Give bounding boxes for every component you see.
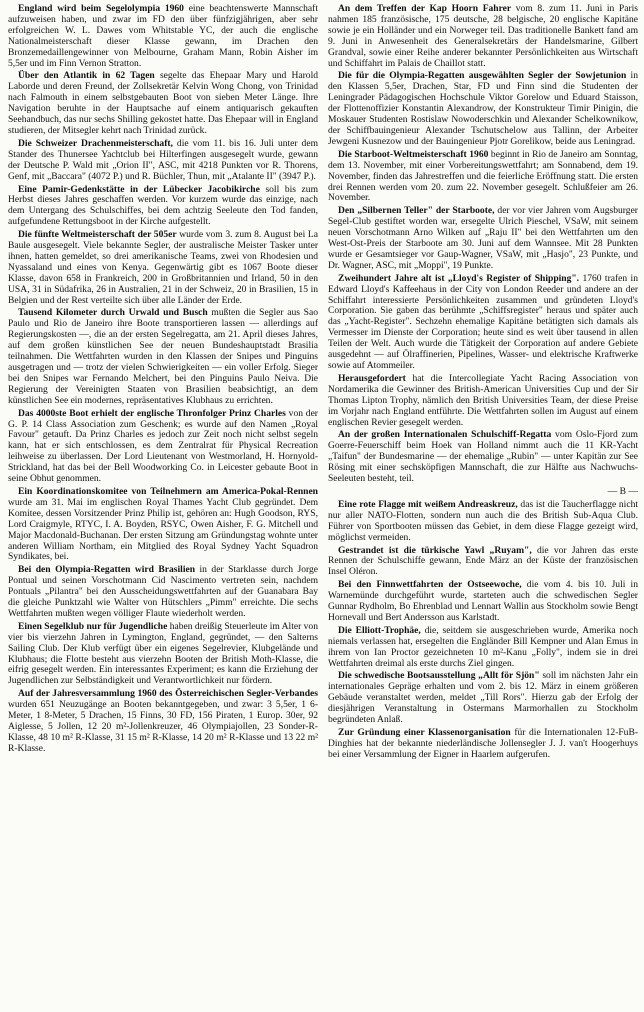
news-item-headline: Bei den Olympia-Regatten wird Brasilien	[18, 564, 196, 576]
news-item-headline: Einen Segelklub nur für Jugendliche	[18, 620, 168, 632]
news-item	[8, 565, 318, 620]
news-item	[8, 308, 318, 406]
news-item	[328, 728, 638, 761]
author-signature: — B —	[607, 485, 638, 497]
news-item	[8, 622, 318, 687]
news-item-headline: An dem Treffen der Kap Hoorn Fahrer	[338, 3, 512, 14]
news-item-body: beginnt in Rio de Janeiro am Sonntag, dem 13. November, mit einer Vorbereitungswettfahrt; am Sonnabend, dem 19. November, finden das Jahrestreffen und die feierliche Eröffnung statt. Die ersten drei Rennen werden vom 20. zum 22. November gesegelt. Schlußfeier am 26. November.	[328, 148, 638, 204]
news-item-headline: Zur Gründung einer Klassenorganisation	[338, 727, 511, 738]
news-item-headline: Auf der Jahresversammlung 1960 des Österreichischen Segler-Verbandes	[18, 688, 318, 700]
news-item	[328, 546, 638, 579]
news-item	[8, 185, 318, 229]
news-item-body: in der Starklasse durch Jorge Pontual und seinen Vorschotmann Cid Nascimento vertreten sein, nachdem Pontuals „Pilantra" bei den Ausscheidungswettfahrten auf der Guanabara Bay die gleiche Punktzahl wie Walter von Hütschlers „Pimm" erreichte. Die sechs Wettfahrten mußten wegen völliger Flaute wiederholt werden.	[8, 564, 318, 619]
news-item-body: die vom 11. bis 16. Juli unter dem Stander des Thunersee Yachtclub bei Hilterfingen ausgesegelt wurde, gewann der Deutsche P. Wald mit „Orion II", ASC, mit 4218 Punkten vor R. Thorens, Genf, mit „Baccara" (4072 P.) und R. Büchler, Thun, mit „Atalante II" (3947 P.).	[8, 137, 318, 182]
news-item-body: der vor vier Jahren vom Augsburger Segel-Club gestiftet worden war, ersegelte Ulrich Pieschel, VSaW, mit seinem neuen Vorschotmann Arno Wilken auf „Raju II" bei den Wettfahrten um den West-Ost-Preis der Starboote am 30. Juni auf dem Wannsee. Mit 28 Punkten wurde er Gesamtsieger vor Gaup-Wagner, VSaW, mit „Hasjo", 23 Punkte, und Dr. Wagner, ASC, mit „Moppi", 19 Punkte.	[328, 205, 638, 271]
news-item-body: hat die Intercollegiate Yacht Racing Association von Nordamerika die Gewinner des British-American Universities Cup und der Sir Thomas Lipton Trophy, nämlich den British Universities Team, der diese Preise im Vorjahr nach England entführte. Die Wettfahrten sollen im August auf einem englischen Revier gesegelt werden.	[328, 372, 638, 428]
news-item-body: wurden 651 Neuzugänge an Booten bekanntgegeben, und zwar: 3 5,5er, 1 6-Meter, 1 8-Meter, 5 Drachen, 15 Finns, 30 FD, 156 Piraten, 1 Europ. 30er, 92 Aiglesse, 5 Jollen, 12 20 m²-Jollenkreuzer, 46 Olympiajollen, 23 Sonder-R-Klasse, 48 10 m² R-Klasse, 31 15 m² R-Klasse, 14 20 m² R-Klasse und 13 22 m² R-Klasse.	[8, 699, 318, 754]
news-item-body: 1760 trafen in Edward Lloyd's Kaffeehaus in der City von London Reeder und andere an der Schiffahrt interessierte Persönlichkeiten zusammen und gründeten Lloyd's Corporation. Sie gaben das berühmte „Schiffsregister" heraus und später auch das „Yacht-Register". Sechzehn ehemalige Kapitäne betätigten sich damals als Vermesser im Dienste der Corporation; heute sind es weit über tausend in allen Teilen der Welt. Auch wurde die Tätigkeit der Corporation auf andere Gebiete ausgedehnt — auf Ölraffinerien, Pipelines, Wasser- und elektrische Kraftwerke sowie auf Atommeiler.	[328, 272, 638, 371]
news-item	[328, 430, 638, 485]
news-item-headline: Die schwedische Bootsausstellung „Allt för Sjön"	[338, 670, 540, 682]
news-item	[328, 500, 638, 544]
news-item-headline: An der großen Internationalen Schulschiff-Regatta	[338, 429, 552, 441]
news-item-body: soll bis zum Herbst dieses Jahres geschaffen werden. Vor kurzem wurde das einzige, nach dem Untergang des Schulschiffes, bei dem achtzig Seeleute den Tod fanden, aufgefundene Rettungsboot in der Kirche aufgestellt.	[8, 183, 318, 228]
news-item	[8, 230, 318, 306]
news-item	[328, 374, 638, 429]
news-item-headline: Über den Atlantik in 62 Tagen	[18, 70, 155, 82]
news-item	[8, 4, 318, 69]
news-item-body: wurde vom 3. zum 8. August bei La Baule ausgesegelt. Viele bekannte Segler, der australische Meister Tasker unter ihnen, hatten gemeldet, so drei amerikanische Teams, zwei von Rhodesien und Nyassaland und eines von Kenya. Gegenwärtig gibt es 1067 Boote dieser Klasse, davon 658 in Frankreich, 200 in Großbritannien und Irland, 50 in den USA, 31 in Südafrika, 26 in Australien, 21 in der Schweiz, 20 in Brasilien, 15 in Belgien und der Rest verteilte sich über alle Länder der Erde.	[8, 229, 318, 306]
news-item	[8, 487, 318, 563]
news-item-headline: Die fünfte Weltmeisterschaft der 505er	[18, 229, 177, 241]
news-item-body: haben dreißig Steuerleute im Alter von vier bis vierzehn Jahren in Lymington, England, gegründet, — den Salterns Sailing Club. Der Klub verfügt über ein eigenes Segelrevier, Klubgelände und Klubhaus; die Flotte besteht aus vierzehn Booten der British Moth-Klasse, die eifrig gesegelt werden. Ein interessantes Experiment; es kann die Erziehung der Jugendlichen zur Selbständigkeit und Verantwortlichkeit nur fördern.	[8, 620, 318, 687]
news-item	[328, 671, 638, 726]
news-item-headline: Eine rote Flagge mit weißem Andreaskreuz,	[338, 498, 518, 510]
news-item-headline: Eine Pamir-Gedenkstätte in der Lübecker Jacobikirche	[18, 183, 260, 195]
news-item-headline: Den „Silbernen Teller" der Starboote,	[338, 205, 495, 217]
news-item-body: das ist die Taucherflagge nicht nur aller NATO-Flotten, sondern nun auch die des British Sub-Aqua Club. Führer von Sportbooten müssen das Gebiet, in dem diese Flagge gezeigt wird, möglichst vermeiden.	[328, 498, 638, 543]
news-item-body: die vor Jahren das erste Rennen der Schulschiffe gewann, Ende März an der Küste der französischen Insel Oléron.	[328, 544, 638, 578]
news-item-headline: Gestrandet ist die türkische Yawl „Ruyam",	[338, 544, 532, 556]
news-item	[8, 139, 318, 183]
news-item	[328, 626, 638, 670]
news-item	[8, 689, 318, 754]
news-item-body: die vom 4. bis 10. Juli in Warnemünde durchgeführt wurde, starteten auch die schwedischen Segler Gunnar Rydholm, Bo Ehrenblad und Lennart Wallin aus Stockholm sowie Bengt Hornevall und Bert Andersson aus Karlstadt.	[328, 579, 638, 623]
news-item-headline: Die Schweizer Drachenmeisterschaft,	[18, 137, 173, 149]
news-item-headline: Tausend Kilometer durch Urwald und Busch	[18, 307, 208, 319]
news-item	[328, 71, 638, 147]
news-item-headline: Bei den Finnwettfahrten der Ostseewoche,	[338, 579, 522, 591]
news-item	[328, 4, 638, 69]
news-item-headline: Zweihundert Jahre alt ist „Lloyd's Register of Shipping".	[338, 272, 580, 284]
news-item-body: von der G. P. 14 Class Association zum Geschenk; es wurde auf den Namen „Royal Favour" getauft. Da Prinz Charles es jedoch zur Zeit noch nicht selbst segeln kann, hat er sich entschlossen, es dem Zentralrat für Physical Recreation leihweise zu überlassen. Der Lord Lieutenant von Westmorland, H. Hornyold-Strickland, hat das bei der Bell Woodworking Co. in Leicester gebaute Boot in seine Obhut genommen.	[8, 407, 318, 485]
news-item-body: eine beachtenswerte Mannschaft aufzuweisen haben, und zwar im FD den über fünfzigjährigen, aber sehr erfolgreichen W. L. Dawes vom Whitstable YC, der auch die englische Nationalmeisterschaft dieser Klasse gewann, im Drachen den Bronzemedaillengewinner von Melbourne, Graham Mann, Robin Aisher im 5,5er und im Finn Vernon Stratton.	[8, 3, 318, 69]
news-item-body: soll im nächsten Jahr ein internationales Gepräge erhalten und vom 2. bis 12. März in einem größeren Gebäude veranstaltet werden, meldet „Till Rors". Hierzu gab der Erfolg der diesjährigen Veranstaltung in Ostermans Marmorhallen zu Stockholm begründeten Anlaß.	[328, 670, 638, 726]
news-item-body: mußten die Segler aus Sao Paulo und Rio de Janeiro ihre Boote transportieren lassen — allerdings auf Regierungskosten —, die an der ersten Segelregatta, am 21. April dieses Jahres, auf dem großen künstlichen See der neuen Bundeshauptstadt Brasilia teilnahmen. Die Wettfahrten wurden in den Klassen der Snipes und Pinguins ausgetragen und — trotz der vielen Schwierigkeiten — ein voller Erfolg. Sieger bei den Snipes war Fernando Melchert, bei den Pinguins Paulo Neiva. Die Regierung der Vereinigten Staaten von Brasilien beabsichtigt, an dem künstlichen See ein modernes, repräsentatives Klubhaus zu errichten.	[8, 307, 318, 406]
news-item-body: wurde am 31. Mai im englischen Royal Thames Yacht Club gegründet. Dem Komitee, dessen Vorsitzender Prinz Philip ist, gehören an: Hugh Goodson, RYS, Lord Craigmyle, RTYC, I. A. Boyden, RSYC, Owen Aisher, F. G. Mitchell und Major Macdonald-Buchanan. Der ersten Sitzung am Gründungstag wohnte unter anderen William Northam, ein Mitglied des Royal Sydney Yacht Squadron Syndikates, bei.	[8, 496, 318, 563]
news-item-body: segelte das Ehepaar Mary und Harold Laborde und deren Freund, der Zollsekretär Kelvin Wong Chong, von Trinidad nach Falmouth in einem selbstgebauten Boot von sieben Meter Länge. Ihre Navigation beruhte in der Hauptsache auf einem antiquarisch gekauften Seehandbuch, das nur sechs Shilling gekostet hatte. Das Ehepaar will in England studieren, der Mitsegler kehrt nach Trinidad zurück.	[8, 70, 318, 136]
news-item-body: vom Oslo-Fjord zum Goerre-Feuerschiff beim Hoek van Holland nimmt auch die 11 KR-Yacht „Taifun" der Bundesmarine — der ehemalige „Rubin" — unter Kapitän zur See Rösing mit einer sechsköpfigen Mannschaft, die zur Hälfte aus Nachwuchs-Seeleuten besteht, teil.	[328, 429, 638, 485]
right-column	[328, 4, 638, 1006]
news-item-headline: England wird beim Segelolympia 1960	[18, 3, 184, 14]
news-item	[8, 409, 318, 485]
left-column	[8, 4, 318, 1006]
news-item-headline: Herausgefordert	[338, 372, 406, 384]
news-item-body: für die Internationalen 12-FuB-Dinghies hat der bekannte niederländische Jollensegler J. J. van't Hoogerhuys bei einer Versammlung der Eigner in Haarlem aufgerufen.	[328, 727, 639, 760]
news-item	[8, 71, 318, 136]
news-item-headline: Das 4000ste Boot erhielt der englische Thronfolger Prinz Charles	[18, 407, 286, 419]
news-item-headline: Die für die Olympia-Regatten ausgewählten Segler der Sowjetunion	[338, 70, 627, 82]
news-item-headline: Ein Koordinationskomitee von Teilnehmern am America-Pokal-Rennen	[18, 485, 318, 497]
news-item-body: vom 8. zum 11. Juni in Paris nahmen 185 französische, 175 deutsche, 28 belgische, 20 englische Kapitäne sowie je ein Holländer und ein Norweger teil. Das traditionelle Bankett fand am 9. Juni in Anwesenheit des Generalsekretärs der Handelsmarine, Gilbert Grandval, sowie einer Reihe anderer bekannter Persönlichkeiten aus Wirtschaft und Schiffahrt im Palais de Chaillot statt.	[328, 3, 639, 69]
news-item	[328, 206, 638, 271]
news-item	[328, 580, 638, 624]
news-item	[328, 150, 638, 205]
news-item	[328, 274, 638, 372]
news-item-body: die, seitdem sie ausgeschrieben wurde, Amerika noch niemals verlassen hat, ersegelten die Engländer Bill Kempner und Alan Emus in ihrem von Ian Proctor gezeichneten 10 m²-Kanu „Folly", indem sie in drei Wettfahrten dreimal als erste durchs Ziel gingen.	[328, 624, 638, 669]
news-item-headline: Die Elliott-Trophäe,	[338, 624, 421, 636]
news-item-headline: Die Starboot-Weltmeisterschaft 1960	[338, 148, 489, 160]
news-item-body: in den Klassen 5,5er, Drachen, Star, FD und Finn sind die Studenten der Leningrader Pädagogischen Hochschule Viktor Gorelow und Eduard Staisson, der Flottenoffizier Konstantin Alexandrow, der Konstrukteur Timir Pinigin, die Moskauer Studenten Rostislaw Nowoderschkin und Alexander Schelkownikow, der Schiffbauingenieur Alexander Tschutschelow aus Tallinn, der Arbeiter Jewgeni Kusnezow und der Bauingenieur Pjotr Gorelikow, beide aus Leningrad.	[328, 70, 638, 147]
